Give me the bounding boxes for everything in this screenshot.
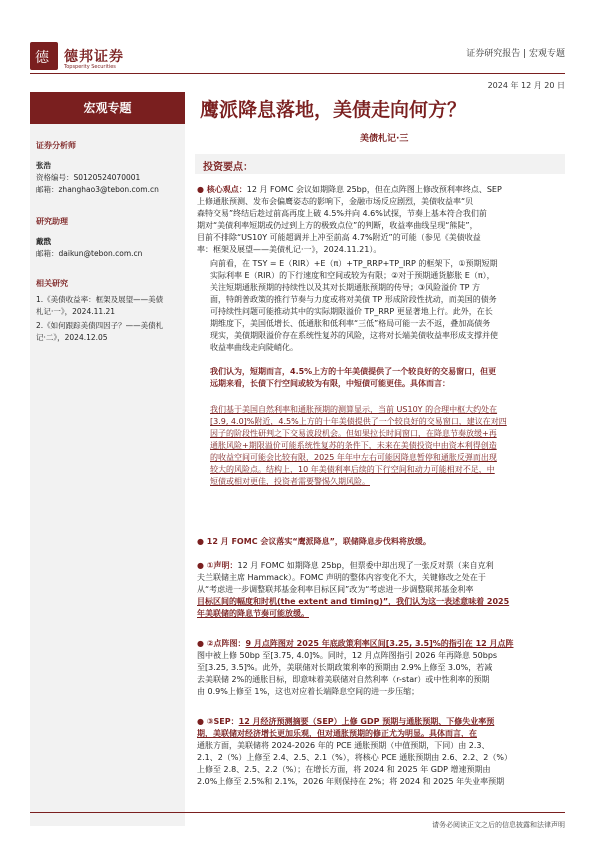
company-name-en: Topsperity Securities [64, 64, 116, 70]
bullet-icon: ● [197, 185, 207, 194]
analyst-email[interactable]: 邮箱：zhanghao3@tebon.com.cn [36, 185, 159, 194]
related-item-2[interactable] [36, 320, 163, 344]
related-item-1[interactable] [36, 294, 163, 318]
view-line: 我们认为，短期而言，4.5%上方的十年美债提供了一个较良好的交易窗口，但更 [210, 367, 497, 376]
estimate-line: 短债或相对更佳，投资者需要警惕久期风险。 [210, 477, 370, 486]
core-view-paragraph [197, 184, 565, 256]
sep-paragraph [197, 716, 565, 788]
footer-disclaimer: 请务必阅读正文之后的信息披露和法律声明 [432, 821, 565, 829]
framework-line: 可持续性问题可能推动其中的实际期限溢价 TP_RRP 更显著地上行。此外，在长 [210, 307, 493, 316]
key-points-label: 投资要点： [203, 162, 253, 173]
estimate-paragraph [210, 404, 565, 488]
statement-line: 年美联储的降息节奏可能放缓。 [197, 609, 309, 618]
analyst-heading: 证券分析师 [36, 141, 76, 150]
sidebar [30, 92, 185, 826]
statement-lead: ①声明： [206, 561, 238, 570]
framework-line: 实际利率 E（RIR）的下行速度和空间或较为有限；②对于预期通货膨胀 E（π）， [210, 271, 495, 280]
estimate-line: 较大的风险点。结构上，10 年美债利率后续的下行空间和动力可能相对不足，中 [210, 465, 495, 474]
dotplot-line: 至[3.25, 3.5]%。此外，美联储对长期政策利率的预期由 2.9%上修至 3.0%，若减 [197, 663, 493, 672]
bullet-icon: ● [197, 717, 207, 726]
dotplot-line: 图中被上修 50bp 至[3.75, 4.0]%。同时，12 月点阵图指引 2026 年再降息 50bps [197, 651, 498, 660]
statement-paragraph [197, 560, 565, 620]
framework-line: 现实，美债期限溢价存在系统性复苏的风险，这将对长端美债收益率形成支撑并使 [210, 331, 498, 340]
dotplot-line: 去美联储 2%的通胀目标，即意味着美联储对自然利率（r-star）或中性利率的预期 [197, 675, 490, 684]
core-view-line: 期对“美债利率短期或仍过到上方的极致点位”的判断，收益率曲线呈现“熊陡”， [197, 221, 478, 230]
header-divider [30, 73, 565, 74]
bullet-icon: ● [197, 639, 207, 648]
related-item-1-line2: 札记·一》，2024.11.21 [36, 307, 116, 316]
estimate-line: 通胀风险+期限溢价可能系统性复苏的条件下，未来在美债投资中由资本利得创造 [210, 441, 497, 450]
statement-line: 夫兰联储主席 Hammack）。FOMC 声明的整体内容变化不大，关键修改之处在于 [197, 573, 486, 582]
framework-paragraph [210, 258, 565, 354]
core-view-line: 目前不排除“US10Y 可能超调并上冲至前高 4.7%附近”的可能（参见《美债收益 [197, 233, 481, 242]
view-paragraph [210, 366, 565, 390]
estimate-line: 的收益空间可能会比较有限，2025 年年中左右可能因降息暂停和通胀反弹而出现 [210, 453, 497, 462]
dotplot-line: 9 月点阵图对 2025 年底政策利率区间[3.25, 3.5]%的指引在 12 月点阵 [245, 639, 514, 648]
analyst-name: 张浩 [36, 161, 51, 170]
bullet-icon: ● [197, 561, 207, 570]
related-item-2-line1: 2.《如何跟踪美债四因子？——美债札 [36, 321, 164, 330]
key-points-banner [195, 154, 565, 174]
related-item-1-line1: 1.《美债收益率：框架及展望——美债 [36, 295, 164, 304]
assistant-email[interactable]: 邮箱：daikun@tebon.com.cn [36, 249, 143, 258]
analyst-license: 资格编号：S0120524070001 [36, 173, 141, 182]
dotplot-line: 由 0.9%上修至 1%，这也对应着长端降息空间的进一步压缩； [197, 687, 420, 696]
sep-line: 2.0%上修至 2.5%和 2.1%，2026 年则保持在 2%；将 2024 和 2025 年失业率预期 [197, 777, 505, 786]
sep-line: 上修至 2.8、2.5、2.2（%）；在增长方面，将 2024 和 2025 年 GDP 增速预期由 [197, 765, 491, 774]
core-view-lead: 核心观点： [206, 185, 247, 194]
sidebar-category: 宏观专题 [30, 92, 185, 124]
bullet-icon: ● [197, 537, 207, 546]
statement-line: 从“考虑进一步调整联邦基金利率目标区间”改为“考虑进一步调整联邦基金利率 [197, 585, 474, 594]
framework-line: 关注短期通胀预期的持续性以及其对长期通胀预期的传导；③风险溢价 TP 方 [210, 283, 480, 292]
footer-divider [30, 812, 565, 813]
core-view-line: 12 月 FOMC 会议如期降息 25bp，但在点阵图上修改预利率终点、SEP [246, 185, 502, 194]
core-view-line: 上修通胀预测、发布会偏鹰姿态的影响下，金融市场反应剧烈，美债收益率“贝 [197, 197, 474, 206]
dotplot-lead: ②点阵图： [206, 639, 246, 648]
page-title: 鹰派降息落地，美债走向何方？ [200, 99, 467, 121]
assistant-name: 戴戬 [36, 237, 51, 246]
company-logo-icon [30, 42, 58, 70]
view-line: 远期来看，长债下行空间或较为有限，中短债可能更佳。具体而言： [210, 379, 450, 388]
page-subtitle: 美债札记·三 [360, 134, 409, 144]
assistant-heading: 研究助理 [36, 217, 68, 226]
sep-lead: ③SEP： [206, 717, 239, 726]
framework-line: 向前看，在 TSY = E（RIR）+E（π）+TP_RRP+TP_IRP 的框架下，①预期短期 [210, 259, 498, 268]
company-name: 德邦证券 [64, 49, 124, 65]
core-view-line: 率：框架及展望——美债札记·一》，2024.11.21）。 [197, 245, 382, 254]
report-type: 证券研究报告 | 宏观专题 [466, 49, 565, 59]
logo-glyph: 德 [35, 50, 49, 66]
core-view-line: 森特交易”终结后趁过前高再度上破 4.5%并向 4.6%试探，节奏上基本符合我们前 [197, 209, 487, 218]
statement-line: 目标区间的幅度和时机(the extent and timing)”，我们认为这一表述意味着 2025 [197, 597, 510, 606]
framework-line: 面，特朗普政策的推行节奏与力度或将对美债 TP 形成阶段性扰动，而美国的债务 [210, 295, 497, 304]
related-heading: 相关研究 [36, 279, 68, 288]
report-date: 2024 年 12 月 20 日 [487, 81, 565, 90]
sep-line: 2.1、2（%）上修至 2.4、2.5、2.1（%），将核心 PCE 通胀预期由 2.6、2.2、2（%） [197, 753, 512, 762]
estimate-line: 我们基于美国自然利率和通胀预期的测算显示，当前 US10Y 的合理中枢大约处在 [210, 405, 498, 414]
framework-line: 收益率曲线走向陡峭化。 [210, 343, 298, 352]
dotplot-paragraph [197, 638, 565, 698]
fomc-heading-text: 12 月 FOMC 会议落实“鹰派降息”，联储降息步伐料将放缓。 [206, 537, 431, 546]
statement-line: 12 月 FOMC 如期降息 25bp，但票委中却出现了一张反对票（来自克利 [237, 561, 494, 570]
related-item-2-line2: 记·二》，2024.12.05 [36, 333, 108, 342]
sep-line: 期，美联储对经济增长更加乐观，但对通胀预期的修正尤为明显。具体而言，在 [197, 729, 477, 738]
estimate-line: [3.9, 4.0]%附近，4.5%上方的十年美债提供了一个较良好的交易窗口，建议在对四 [210, 417, 507, 426]
sep-line: 12 月经济预测摘要（SEP）上修 GDP 预期与通胀预期、下修失业率预 [238, 717, 495, 726]
estimate-line: 因子的阶段性研判之下交易波段机会。但如果拉长时间窗口，在降息节奏放缓+再 [210, 429, 497, 438]
sep-line: 通胀方面，美联储将 2024-2026 年的 PCE 通胀预期（中值预期，下同）由 2.3、 [197, 741, 490, 750]
fomc-heading [197, 536, 565, 548]
framework-line: 期维度下，美国低增长、低通胀和低利率“三低”格局可能一去不返，叠加高债务 [210, 319, 491, 328]
